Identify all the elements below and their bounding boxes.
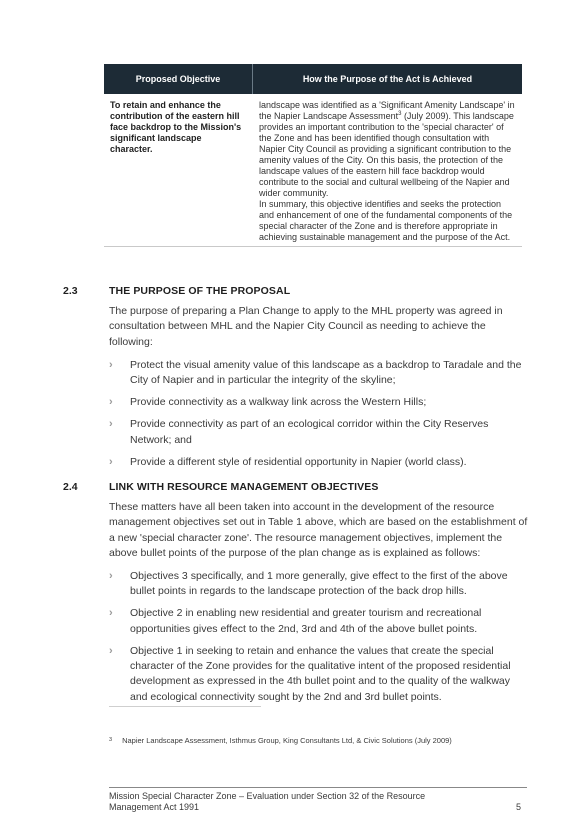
chevron-right-icon: ›: [109, 359, 113, 371]
header-how-purpose-achieved: How the Purpose of the Act is Achieved: [302, 74, 473, 84]
section-intro: The purpose of preparing a Plan Change to apply to the MHL property was agreed in consultation between MHL and the Napier City Council as needing to achieve the following:: [109, 305, 503, 348]
list-item: [109, 395, 529, 410]
list-item-text: Provide connectivity as part of an ecological corridor within the City Reserves Network; and: [130, 418, 489, 446]
objective-cell: To retain and enhance the contribution of the eastern hill face backdrop to the Mission's significant landscape character.: [110, 100, 242, 154]
list-item: [109, 455, 529, 470]
how-achieved-summary: In summary, this objective identifies and seeks the protection and enhancement of one of the fundamental components of the special character of the Zone and is therefore appropriate in achieving sustainable management and the purpose of the Act.: [259, 199, 513, 242]
objectives-table: [104, 64, 522, 247]
bullet-list: [109, 358, 529, 476]
chevron-right-icon: ›: [109, 455, 113, 468]
footnote-text: Napier Landscape Assessment, Isthmus Group, King Consultants Ltd, & Civic Solutions (July 2009): [122, 736, 452, 745]
list-item: [109, 644, 529, 706]
how-achieved-text-b: (July 2009). This landscape provides an important contribution to the 'special character' of the Zone and has been identified though consultation with Napier City Council as providing a significant contribution to the amenity values of the City. On this basis, the protection of the landscape values of the eastern hill face backdrop would contribute to the social and cultural wellbeing of the Napier and wider community.: [259, 111, 514, 198]
footnote-mark: 3: [109, 737, 113, 743]
list-item: [109, 417, 529, 448]
how-achieved-paragraph: [259, 100, 516, 199]
list-item: [109, 569, 529, 600]
page-number: 5: [516, 802, 522, 812]
footer-divider: [109, 787, 527, 788]
chevron-right-icon: ›: [109, 418, 113, 431]
list-item: [109, 358, 529, 389]
list-item: [109, 606, 529, 637]
chevron-right-icon: ›: [109, 607, 113, 620]
footer-title: Mission Special Character Zone – Evaluation under Section 32 of the Resource Management Act 1991: [109, 791, 426, 812]
how-achieved-cell: [252, 100, 522, 243]
bullet-list: [109, 569, 529, 712]
section-heading: THE PURPOSE OF THE PROPOSAL: [109, 285, 291, 297]
list-item-text: Objectives 3 specifically, and 1 more generally, give effect to the first of the above bullet points in regards to the landscape protection of the back drop hills.: [130, 570, 508, 598]
table-row: [104, 94, 522, 247]
section-intro: These matters have all been taken into account in the development of the resource management objectives set out in Table 1 above, which are based on the establishment of a new 'special character zone'. The resource management objectives, implement the above bullet points of the purpose of the plan change as is explained as follows:: [109, 501, 528, 560]
footnote-ref: 3: [398, 111, 402, 117]
footnote-divider: [109, 706, 261, 707]
header-proposed-objective: Proposed Objective: [104, 64, 253, 94]
list-item-text: Objective 1 in seeking to retain and enhance the values that create the special character of the Zone provides for the qualitative intent of the proposed residential development as expressed in the 4th bullet point and to the quality of the walkway and ecological connectivity sought by the 2nd and 3rd bullet points.: [130, 644, 511, 703]
chevron-right-icon: ›: [109, 570, 113, 582]
section-number: 2.4: [63, 481, 78, 493]
list-item-text: Objective 2 in enabling new residential and greater tourism and recreational opportunities gives effect to the 2nd, 3rd and 4th of the above bullet points.: [130, 607, 482, 635]
chevron-right-icon: ›: [109, 396, 113, 409]
chevron-right-icon: ›: [109, 644, 113, 657]
section-heading: LINK WITH RESOURCE MANAGEMENT OBJECTIVES: [109, 481, 379, 493]
how-achieved-text-a: landscape was identified as a 'Significant Amenity Landscape' in the Napier Landscape Assessment: [259, 100, 515, 121]
list-item-text: Provide a different style of residential opportunity in Napier (world class).: [130, 455, 467, 468]
section-number: 2.3: [63, 285, 78, 297]
footnote: [109, 736, 452, 745]
list-item-text: Protect the visual amenity value of this landscape as a backdrop to Taradale and the City of Napier and in particular the integrity of the skyline;: [130, 359, 522, 387]
table-header-row: [104, 64, 522, 94]
list-item-text: Provide connectivity as a walkway link across the Western Hills;: [130, 396, 427, 409]
